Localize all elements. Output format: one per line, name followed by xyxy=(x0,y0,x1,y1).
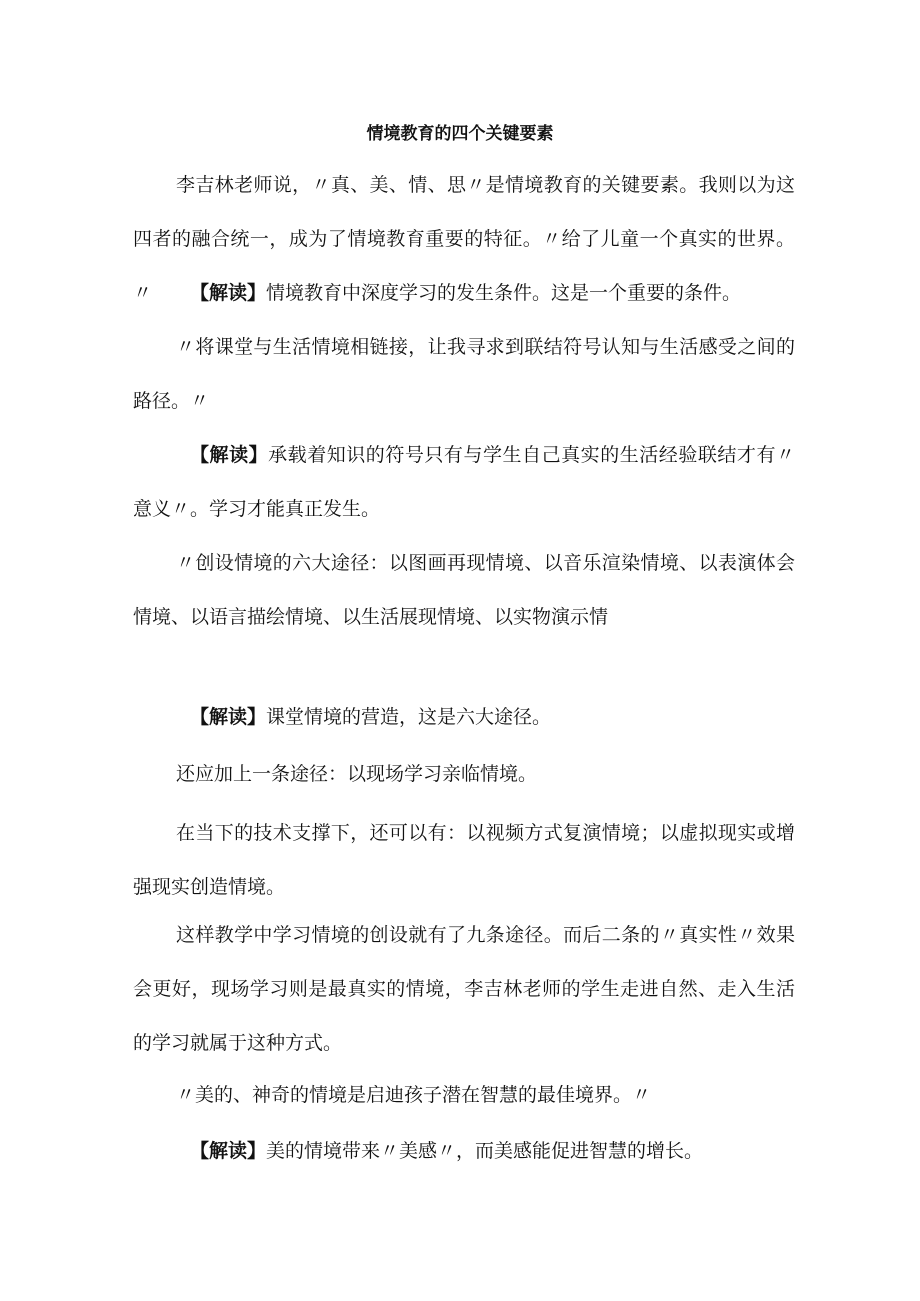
paragraph-interpretation-2 xyxy=(133,428,795,536)
paragraph-text: 承载着知识的符号只有与学生自己真实的生活经验联结才有〃意义〃。学习才能真正发生。 xyxy=(133,444,795,520)
interpretation-tag: 【解读】 xyxy=(190,282,267,304)
paragraph-interpretation-4 xyxy=(133,1124,795,1178)
paragraph-six-ways xyxy=(133,536,795,644)
document-title: 情境教育的四个关键要素 xyxy=(366,124,554,144)
paragraph-text: 李吉林老师说，〃真、美、情、思〃是情境教育的关键要素。我则以为这四者的融合统一，成为了情境教育重要的特征。〃给了儿童一个真实的世界。〃 xyxy=(133,174,795,304)
paragraph-text: 还应加上一条途径：以现场学习亲临情境。 xyxy=(176,763,538,785)
paragraph-text: 在当下的技术支撑下，还可以有：以视频方式复演情境；以虚拟现实或增强现实创造情境。 xyxy=(133,822,795,898)
paragraph-text: 课堂情境的营造，这是六大途径。 xyxy=(266,706,552,728)
interpretation-tag: 【解读】 xyxy=(190,444,269,466)
paragraph-quote-beauty xyxy=(133,1068,795,1122)
paragraph-text: 〃将课堂与生活情境相链接，让我寻求到联结符号认知与生活感受之间的路径。〃 xyxy=(133,336,795,412)
paragraph-additional-way xyxy=(133,747,795,801)
paragraph-interpretation-1 xyxy=(133,266,795,320)
paragraph-text: 情境教育中深度学习的发生条件。这是一个重要的条件。 xyxy=(266,282,742,304)
paragraph-interpretation-3 xyxy=(133,690,795,744)
interpretation-tag: 【解读】 xyxy=(190,706,267,728)
paragraph-text: 〃美的、神奇的情境是启迪孩子潜在智慧的最佳境界。〃 xyxy=(176,1084,652,1106)
paragraph-text: 美的情境带来〃美感〃，而美感能促进智慧的增长。 xyxy=(266,1140,704,1162)
paragraph-nine-ways xyxy=(133,908,795,1070)
paragraph-text: 〃创设情境的六大途径：以图画再现情境、以音乐渲染情境、以表演体会情境、以语言描绘情境、以生活展现情境、以实物演示情 xyxy=(133,552,795,628)
paragraph-quote-classroom-life xyxy=(133,320,795,428)
interpretation-tag: 【解读】 xyxy=(190,1140,267,1162)
paragraph-technology xyxy=(133,806,795,914)
paragraph-text: 这样教学中学习情境的创设就有了九条途径。而后二条的〃真实性〃效果会更好，现场学习则是最真实的情境，李吉林老师的学生走进自然、走入生活的学习就属于这种方式。 xyxy=(133,924,795,1054)
